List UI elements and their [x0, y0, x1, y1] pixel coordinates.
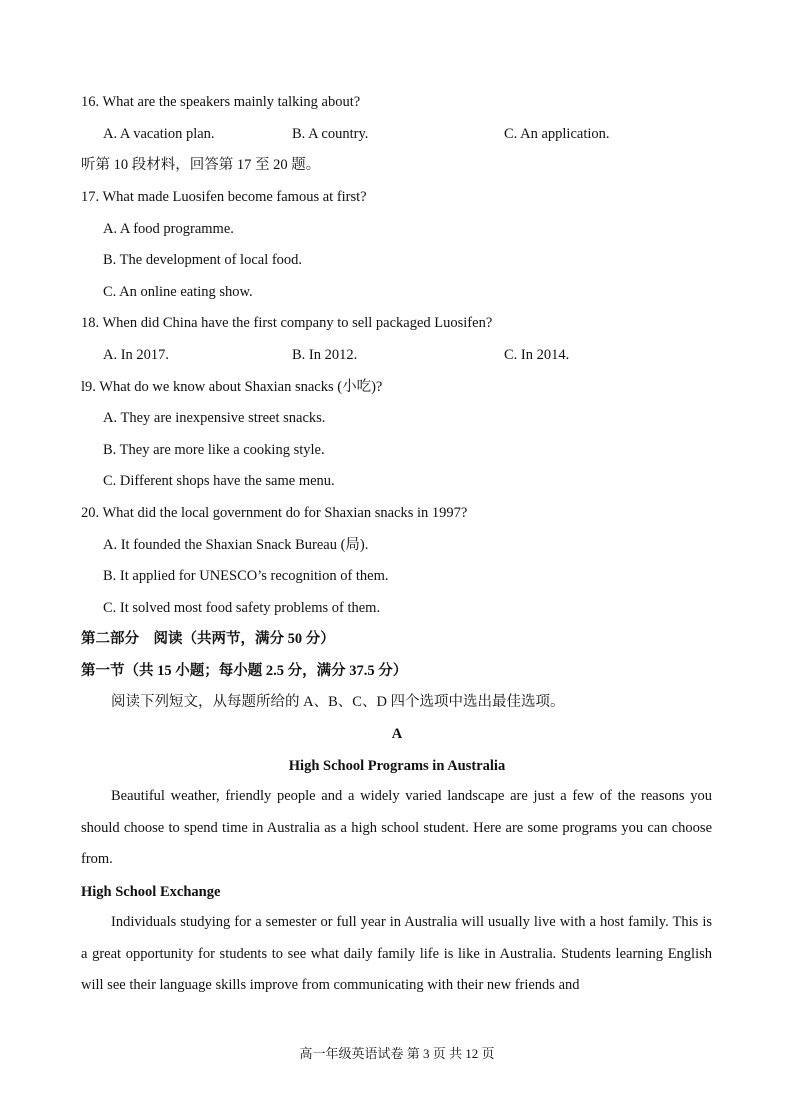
question-16-stem: 16. What are the speakers mainly talking about?: [81, 94, 361, 110]
passage-label: A: [391, 726, 403, 742]
passage-intro-text: Beautiful weather, friendly people and a widely varied landscape are just a few of the reasons you should choose to spend time in Australia as a high school student. Here are some programs you can choose from.: [81, 788, 712, 868]
question-20-option-b: B. It applied for UNESCO’s recognition of them.: [103, 568, 389, 584]
part-two-heading: 第二部分 阅读（共两节，满分 50 分）: [81, 631, 335, 647]
question-17-option-b: B. The development of local food.: [103, 252, 303, 268]
question-19-option-b: B. They are more like a cooking style.: [103, 442, 325, 458]
reading-instruction: 阅读下列短文，从每题所给的 A、B、C、D 四个选项中选出最佳选项。: [111, 694, 565, 710]
passage-title: High School Programs in Australia: [288, 758, 506, 774]
material-10-instruction: 听第 10 段材料，回答第 17 至 20 题。: [81, 157, 321, 173]
section-one-heading: 第一节（共 15 小题；每小题 2.5 分，满分 37.5 分）: [81, 663, 408, 679]
question-18-option-a: A. In 2017.: [103, 347, 170, 363]
question-18-stem: 18. When did China have the first company to sell packaged Luosifen?: [81, 315, 493, 331]
question-18-option-c: C. In 2014.: [504, 347, 570, 363]
question-18-option-b: B. In 2012.: [292, 347, 358, 363]
question-16-option-a: A. A vacation plan.: [103, 126, 215, 142]
question-17-stem: 17. What made Luosifen become famous at first?: [81, 189, 367, 205]
question-20-option-c: C. It solved most food safety problems of them.: [103, 600, 381, 616]
question-19-stem: l9. What do we know about Shaxian snacks (小吃)?: [81, 379, 383, 395]
question-17-option-a: A. A food programme.: [103, 221, 234, 237]
question-20-option-a: A. It founded the Shaxian Snack Bureau (局).: [103, 537, 369, 553]
page-footer: 高一年级英语试卷 第 3 页 共 12 页: [299, 1046, 495, 1061]
question-16-option-b: B. A country.: [292, 126, 369, 142]
passage-exchange-text: Individuals studying for a semester or full year in Australia will usually live with a host family. This is a great opportunity for students to see what daily family life is like in Australia. Students learning English will see their language skills improve from communicating with their new friends and: [81, 914, 712, 994]
question-20-stem: 20. What did the local government do for Shaxian snacks in 1997?: [81, 505, 468, 521]
passage-exchange-paragraph: [81, 907, 712, 1002]
question-19-option-c: C. Different shops have the same menu.: [103, 473, 335, 489]
question-17-option-c: C. An online eating show.: [103, 284, 253, 300]
passage-intro-paragraph: [81, 781, 712, 876]
question-19-option-a: A. They are inexpensive street snacks.: [103, 410, 326, 426]
passage-subheading-exchange: High School Exchange: [81, 884, 221, 900]
question-16-option-c: C. An application.: [504, 126, 610, 142]
